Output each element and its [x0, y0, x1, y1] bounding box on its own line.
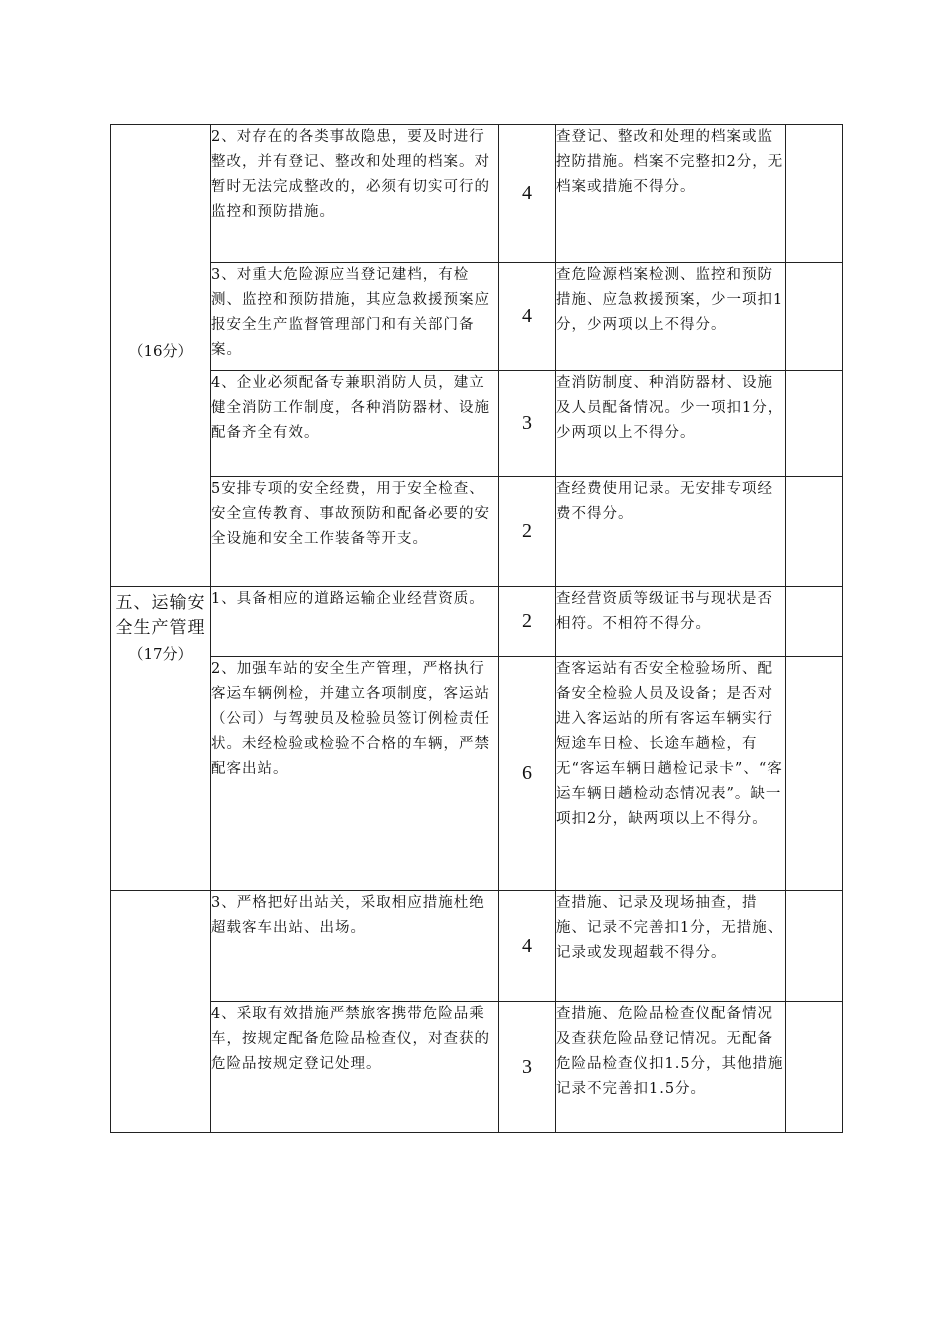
- table-row: [111, 371, 843, 477]
- blank-cell: [786, 371, 843, 477]
- method-cell: 查危险源档案检测、监控和预防措施、应急救援预案，少一项扣1分，少两项以上不得分。: [556, 263, 786, 371]
- requirement-cell: 2、对存在的各类事故隐患，要及时进行整改，并有登记、整改和处理的档案。对暂时无法完成整改的，必须有切实可行的监控和预防措施。: [211, 125, 499, 263]
- requirement-cell: 1、具备相应的道路运输企业经营资质。: [211, 587, 499, 657]
- method-cell: 查客运站有否安全检验场所、配备安全检验人员及设备；是否对进入客运站的所有客运车辆实行短途车日检、长途车趟检，有无“客运车辆日趟检记录卡”、“客运车辆日趟检动态情况表”。缺一项扣2分，缺两项以上不得分。: [556, 657, 786, 891]
- table-row: [111, 263, 843, 371]
- category-points: （17分）: [128, 645, 193, 663]
- method-cell: 查经营资质等级证书与现状是否相符。不相符不得分。: [556, 587, 786, 657]
- blank-cell: [786, 587, 843, 657]
- blank-cell: [786, 125, 843, 263]
- blank-cell: [786, 891, 843, 1002]
- blank-cell: [786, 657, 843, 891]
- requirement-cell: 4、采取有效措施严禁旅客携带危险品乘车，按规定配备危险品检查仪，对查获的危险品按规定登记处理。: [211, 1002, 499, 1133]
- score-cell: 6: [499, 657, 556, 891]
- category-cell-empty: [111, 891, 211, 1133]
- score-cell: 3: [499, 371, 556, 477]
- method-cell: 查措施、危险品检查仪配备情况及查获危险品登记情况。无配备危险品检查仪扣1.5分，其他措施记录不完善扣1.5分。: [556, 1002, 786, 1133]
- table-row: [111, 1002, 843, 1133]
- score-cell: 3: [499, 1002, 556, 1133]
- table-row: [111, 657, 843, 891]
- score-cell: 4: [499, 125, 556, 263]
- category-cell-group1: [111, 125, 211, 587]
- table-row: [111, 125, 843, 263]
- table-row: [111, 477, 843, 587]
- blank-cell: [786, 263, 843, 371]
- score-cell: 4: [499, 891, 556, 1002]
- table-row: [111, 587, 843, 657]
- requirement-cell: 5安排专项的安全经费，用于安全检查、安全宣传教育、事故预防和配备必要的安全设施和安全工作装备等开支。: [211, 477, 499, 587]
- method-cell: 查经费使用记录。无安排专项经费不得分。: [556, 477, 786, 587]
- category-points: （16分）: [128, 342, 193, 360]
- score-cell: 2: [499, 477, 556, 587]
- assessment-table: [110, 124, 843, 1133]
- method-cell: 查措施、记录及现场抽查，措施、记录不完善扣1分，无措施、记录或发现超载不得分。: [556, 891, 786, 1002]
- score-cell: 4: [499, 263, 556, 371]
- method-cell: 查消防制度、种消防器材、设施及人员配备情况。少一项扣1分，少两项以上不得分。: [556, 371, 786, 477]
- requirement-cell: 4、企业必须配备专兼职消防人员，建立健全消防工作制度，各种消防器材、设施配备齐全有效。: [211, 371, 499, 477]
- requirement-cell: 3、对重大危险源应当登记建档，有检测、监控和预防措施，其应急救援预案应报安全生产监督管理部门和有关部门备案。: [211, 263, 499, 371]
- table-row: [111, 891, 843, 1002]
- category-title: 五、运输安全生产管理: [115, 593, 206, 638]
- score-cell: 2: [499, 587, 556, 657]
- blank-cell: [786, 1002, 843, 1133]
- requirement-cell: 3、严格把好出站关，采取相应措施杜绝超载客车出站、出场。: [211, 891, 499, 1002]
- method-cell: 查登记、整改和处理的档案或监控防措施。档案不完整扣2分，无档案或措施不得分。: [556, 125, 786, 263]
- requirement-cell: 2、加强车站的安全生产管理，严格执行客运车辆例检，并建立各项制度，客运站（公司）与驾驶员及检验员签订例检责任状。未经检验或检验不合格的车辆，严禁配客出站。: [211, 657, 499, 891]
- category-cell-group2: [111, 587, 211, 891]
- blank-cell: [786, 477, 843, 587]
